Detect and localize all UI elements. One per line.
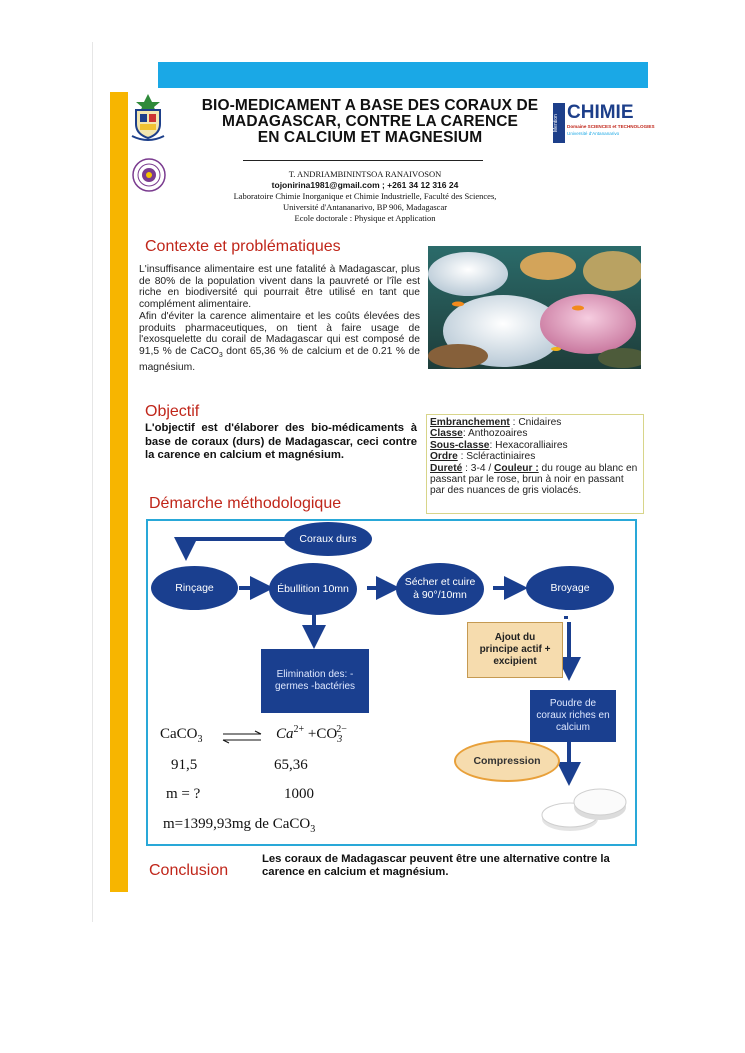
- faculty-seal-logo: [132, 158, 166, 192]
- node-poudre: Poudre de coraux riches en calcium: [530, 690, 616, 742]
- equation-row2-left: m = ?: [166, 786, 201, 802]
- chimie-logo-mention: Mention: [553, 103, 565, 143]
- method-title: Démarche méthodologique: [149, 495, 342, 512]
- author-university: Université d'Antananarivo, BP 906, Madagascar: [282, 202, 448, 212]
- taxonomy-box: [426, 414, 644, 514]
- node-ebullition: Ébullition 10mn: [269, 563, 357, 615]
- poster-title: [180, 98, 560, 146]
- objective-text: L'objectif est d'élaborer des bio-médicaments à base de coraux (durs) de Madagascar, ceci contre la carence en calcium et magnésium.: [145, 422, 417, 461]
- author-name: T. ANDRIAMBININTSOA RANAIVOSON: [288, 169, 442, 179]
- equation-result: m=1399,93mg de CaCO$_3$: [163, 816, 316, 835]
- context-paragraph-1: L'insuffisance alimentaire est une fatalité à Madagascar, plus de 80% de la population vivent dans la pauvreté or l'île est riche en biodiversité qui pourrait être utilisé en tant que complément alimentaire.: [139, 264, 420, 311]
- author-contact: tojonirina1981@gmail.com ; +261 34 12 316 24: [271, 180, 459, 190]
- equation-row1-right: 65,36: [274, 757, 308, 773]
- chimie-logo-domain: Domaine SCIENCES et TECHNOLOGIES: [567, 124, 655, 129]
- taxonomy-ordre: Ordre : Scléractiniaires: [430, 451, 536, 463]
- author-school: Ecole doctorale : Physique et Application: [294, 213, 436, 223]
- page-edge-line: [92, 42, 93, 922]
- node-ajout-principe: Ajout du principe actif + excipient: [467, 622, 563, 678]
- chimie-logo-university: Université d'Antananarivo: [567, 131, 620, 136]
- title-line-1: BIO-MEDICAMENT A BASE DES CORAUX DE: [201, 97, 539, 114]
- node-rincage: Rinçage: [151, 566, 238, 610]
- taxonomy-sous-classe: Sous-classe: Hexacoralliaires: [430, 439, 568, 451]
- header-accent-bar: [158, 62, 648, 88]
- chimie-logo-title: CHIMIE: [567, 102, 634, 123]
- chimie-logo: [553, 102, 655, 147]
- title-line-2: MADAGASCAR, CONTRE LA CARENCE: [222, 113, 518, 130]
- context-title: Contexte et problématiques: [145, 238, 341, 255]
- author-block: [185, 169, 545, 224]
- university-crest-logo: [128, 92, 168, 142]
- coral-reef-photo: [428, 246, 641, 369]
- equation-row1-left: 91,5: [171, 757, 198, 773]
- title-line-3: EN CALCIUM ET MAGNESIUM: [257, 129, 483, 146]
- author-lab: Laboratoire Chimie Inorganique et Chimie Industrielle, Faculté des Sciences,: [233, 191, 497, 201]
- taxonomy-embranchement: Embranchement : Cnidaires: [430, 417, 562, 428]
- equilibrium-arrow-icon: [221, 730, 263, 744]
- tablets-image: [540, 787, 628, 835]
- context-text: [139, 264, 420, 373]
- node-secher-cuire: Sécher et cuire à 90°/10mn: [396, 563, 484, 615]
- conclusion-title: Conclusion: [149, 862, 229, 879]
- node-broyage: Broyage: [526, 566, 614, 610]
- conclusion-text: Les coraux de Madagascar peuvent être une alternative contre la carence en calcium et magnésium.: [262, 853, 610, 878]
- node-coraux-durs: Coraux durs: [284, 522, 372, 556]
- side-accent-bar: [110, 92, 128, 892]
- title-divider: [243, 160, 483, 161]
- taxonomy-classe: Classe: Anthozoaires: [430, 428, 528, 440]
- node-elimination: Elimination des: -germes -bactéries: [261, 649, 369, 713]
- equation-rhs: $Ca^{2+} +CO_3^{2-}$: [276, 724, 347, 745]
- taxonomy-durete-couleur: Dureté : 3-4 / Couleur : du rouge au blanc en passant par le rose, brun à noir en passant par des nuances de gris violacés.: [430, 462, 638, 497]
- equation-row2-right: 1000: [284, 786, 314, 802]
- node-compression: Compression: [454, 740, 560, 782]
- context-paragraph-2: Afin d'éviter la carence alimentaire et les coûts élevées des produits pharmaceutiques, on tient à faire usage de l'exosquelette du corail de Madagascar qui est composé de 91,5 % de CaCO$_3$ dont 65,36 % de calcium et de 0.21 % de magnésium.: [139, 310, 421, 373]
- objective-title: Objectif: [145, 403, 200, 420]
- equation-lhs: CaCO$_3$: [160, 726, 203, 745]
